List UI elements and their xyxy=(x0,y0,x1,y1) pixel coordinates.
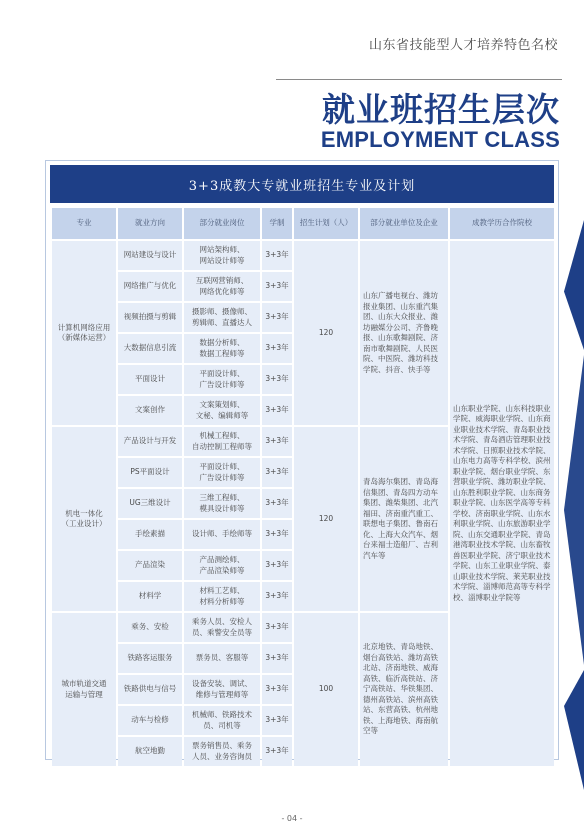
employers-cell xyxy=(360,427,448,611)
major-cell xyxy=(52,427,116,611)
years-cell xyxy=(262,582,292,611)
direction-cell-text: 文案创作 xyxy=(135,405,165,415)
years-cell-text: 3+3年 xyxy=(265,405,289,415)
positions-cell xyxy=(184,427,260,456)
direction-cell-text: 航空地勤 xyxy=(135,746,165,756)
years-cell-text: 3+3年 xyxy=(265,312,289,322)
major-cell-text: 城市轨道交通 运输与管理 xyxy=(61,679,107,699)
direction-cell xyxy=(118,737,182,766)
direction-cell xyxy=(118,706,182,735)
positions-cell xyxy=(184,396,260,425)
positions-cell xyxy=(184,551,260,580)
direction-cell xyxy=(118,613,182,642)
major-cell xyxy=(52,613,116,766)
positions-cell-text: 数据分析师、 数据工程师等 xyxy=(199,338,245,358)
positions-cell-text: 材料工艺师、 材料分析师等 xyxy=(199,586,245,606)
positions-cell xyxy=(184,675,260,704)
years-cell-text: 3+3年 xyxy=(265,498,289,508)
direction-cell-text: 平面设计 xyxy=(135,374,165,384)
school-name: 山东省技能型人才培养特色名校 xyxy=(368,38,558,53)
direction-cell xyxy=(118,303,182,332)
years-cell-text: 3+3年 xyxy=(265,684,289,694)
column-header: 学制 xyxy=(262,208,292,239)
years-cell xyxy=(262,706,292,735)
column-header: 成教学历合作院校 xyxy=(450,208,554,239)
years-cell xyxy=(262,613,292,642)
direction-cell-text: 产品设计与开发 xyxy=(123,436,177,446)
direction-cell-text: 手绘素描 xyxy=(135,529,165,539)
years-cell-text: 3+3年 xyxy=(265,343,289,353)
years-cell xyxy=(262,520,292,549)
side-decoration-shape xyxy=(564,355,584,665)
positions-cell xyxy=(184,241,260,270)
employers-cell-text: 北京地铁、青岛地铁、烟台高铁站、潍坊高铁北站、济南地铁、威海高铁、临沂高铁站、济宁高铁站、华铁集团、德州高铁站、滨州高铁站、东营高铁、杭州地铁、上海地铁、海南航空等 xyxy=(363,642,438,736)
header-divider xyxy=(276,79,562,80)
years-cell xyxy=(262,334,292,363)
direction-cell xyxy=(118,334,182,363)
quota-cell-text: 120 xyxy=(318,327,334,337)
positions-cell-text: 互联网营销师、 网络优化师等 xyxy=(195,276,249,296)
positions-cell-text: 平面设计师、 广告设计师等 xyxy=(199,462,245,482)
quota-cell xyxy=(294,241,358,425)
years-cell xyxy=(262,551,292,580)
direction-cell xyxy=(118,675,182,704)
employers-cell xyxy=(360,613,448,766)
positions-cell xyxy=(184,613,260,642)
positions-cell-text: 平面设计师、 广告设计师等 xyxy=(199,369,245,389)
major-cell xyxy=(52,241,116,425)
direction-cell xyxy=(118,241,182,270)
positions-cell-text: 票务销售员、乘务 人员、业务咨询员 xyxy=(192,741,252,761)
page-number: - 04 - xyxy=(281,814,303,823)
positions-cell xyxy=(184,334,260,363)
employers-cell-text: 青岛海尔集团、青岛海信集团、青岛四方动车集团、潍柴集团、北汽福田、济南重汽重工、联想电子集团、鲁南石化、上海大众汽车、烟台来福士造船厂、吉利汽车等 xyxy=(363,477,438,560)
direction-cell-text: 铁路供电与信号 xyxy=(123,684,177,694)
positions-cell-text: 摄影师、摄像师、 剪辑师、直播达人 xyxy=(192,307,252,327)
column-header: 专业 xyxy=(52,208,116,239)
employers-cell-text: 山东广播电视台、潍坊报业集团、山东重汽集团、山东大众报业、潍坊融媒分公司、齐鲁晚报、山东歌舞剧院、济南市歌舞剧院、人民医院、中医院、潍坊科技学院、抖音、快手等 xyxy=(363,291,438,374)
column-header: 招生计划（人） xyxy=(294,208,358,239)
side-decoration-shape xyxy=(564,670,584,790)
positions-cell-text: 设计师、手绘师等 xyxy=(192,529,252,539)
years-cell xyxy=(262,303,292,332)
years-cell xyxy=(262,272,292,301)
table-body xyxy=(52,241,554,766)
direction-cell-text: 网络推广与优化 xyxy=(123,281,177,291)
positions-cell xyxy=(184,489,260,518)
direction-cell-text: 产品渲染 xyxy=(135,560,165,570)
years-cell xyxy=(262,427,292,456)
years-cell xyxy=(262,365,292,394)
quota-cell-text: 100 xyxy=(318,684,334,694)
positions-cell xyxy=(184,737,260,766)
table-row xyxy=(52,241,554,270)
direction-cell xyxy=(118,458,182,487)
direction-cell xyxy=(118,644,182,673)
years-cell-text: 3+3年 xyxy=(265,622,289,632)
positions-cell xyxy=(184,644,260,673)
direction-cell xyxy=(118,582,182,611)
direction-cell-text: 视频拍摄与剪辑 xyxy=(123,312,177,322)
positions-cell-text: 产品测绘师、 产品渲染师等 xyxy=(199,555,245,575)
years-cell-text: 3+3年 xyxy=(265,746,289,756)
partner-colleges-cell-text: 山东职业学院、山东科技职业学院、威海职业学院、山东商业职业技术学院、青岛职业技术学院、青岛酒店管理职业技术学院、日照职业技术学院、山东电力高等专科学校、滨州职业学院、烟台职业学院、东营职业学院、潍坊职业学院、山东胜利职业学院、山东商务职业学院、山东医学高等专科学校、济南职业学院、山东水利职业学院、山东旅游职业学院、山东交通职业学院、青岛港湾职业技术学院、山东畜牧兽医职业学院、济宁职业技术学院、山东工业职业学院、泰山职业技术学院、莱芜职业技术学院、淄博师范高等专科学校、淄博职业学院等 xyxy=(453,403,551,602)
quota-cell xyxy=(294,427,358,611)
direction-cell-text: 乘务、安检 xyxy=(131,622,169,632)
years-cell xyxy=(262,675,292,704)
quota-cell xyxy=(294,613,358,766)
partner-colleges-cell xyxy=(450,241,554,766)
positions-cell xyxy=(184,706,260,735)
direction-cell-text: 网站建设与设计 xyxy=(123,250,177,260)
direction-cell-text: PS平面设计 xyxy=(130,467,170,477)
years-cell-text: 3+3年 xyxy=(265,560,289,570)
table-header-row xyxy=(52,208,554,239)
enrollment-table-panel xyxy=(45,160,559,760)
column-header: 部分就业单位及企业 xyxy=(360,208,448,239)
years-cell-text: 3+3年 xyxy=(265,715,289,725)
positions-cell xyxy=(184,303,260,332)
direction-cell xyxy=(118,365,182,394)
years-cell xyxy=(262,241,292,270)
years-cell xyxy=(262,458,292,487)
employers-cell xyxy=(360,241,448,425)
page-title: 就业班招生层次 xyxy=(322,90,560,129)
positions-cell xyxy=(184,520,260,549)
positions-cell-text: 票务员、客服等 xyxy=(195,653,249,663)
positions-cell xyxy=(184,272,260,301)
years-cell-text: 3+3年 xyxy=(265,250,289,260)
positions-cell xyxy=(184,582,260,611)
positions-cell-text: 网站架构师、 网站设计师等 xyxy=(199,245,245,265)
positions-cell-text: 机械师、铁路技术 员、司机等 xyxy=(192,710,252,730)
years-cell-text: 3+3年 xyxy=(265,374,289,384)
direction-cell-text: UG三维设计 xyxy=(129,498,171,508)
enrollment-table xyxy=(50,206,556,768)
years-cell-text: 3+3年 xyxy=(265,529,289,539)
years-cell-text: 3+3年 xyxy=(265,281,289,291)
years-cell-text: 3+3年 xyxy=(265,467,289,477)
table-title: 3+3成教大专就业班招生专业及计划 xyxy=(50,165,554,203)
years-cell xyxy=(262,737,292,766)
positions-cell-text: 文案策划师、 文秘、编辑师等 xyxy=(195,400,249,420)
years-cell-text: 3+3年 xyxy=(265,436,289,446)
direction-cell xyxy=(118,272,182,301)
direction-cell xyxy=(118,427,182,456)
major-cell-text: 计算机网络应用 （新媒体运营） xyxy=(57,322,111,342)
direction-cell-text: 大数据信息引流 xyxy=(123,343,177,353)
column-header: 部分就业岗位 xyxy=(184,208,260,239)
direction-cell-text: 铁路客运服务 xyxy=(127,653,173,663)
major-cell-text: 机电一体化 （工业设计） xyxy=(61,508,107,528)
quota-cell-text: 120 xyxy=(318,513,334,523)
years-cell-text: 3+3年 xyxy=(265,653,289,663)
page-subtitle: EMPLOYMENT CLASS xyxy=(320,127,560,152)
positions-cell-text: 三维工程师、 模具设计师等 xyxy=(199,493,245,513)
positions-cell xyxy=(184,365,260,394)
years-cell-text: 3+3年 xyxy=(265,591,289,601)
side-decoration-shape xyxy=(564,220,584,350)
direction-cell xyxy=(118,551,182,580)
positions-cell xyxy=(184,458,260,487)
direction-cell xyxy=(118,396,182,425)
direction-cell xyxy=(118,489,182,518)
direction-cell-text: 材料学 xyxy=(138,591,162,601)
positions-cell-text: 机械工程师、 自动控制工程师等 xyxy=(192,431,252,451)
column-header: 就业方向 xyxy=(118,208,182,239)
direction-cell xyxy=(118,520,182,549)
direction-cell-text: 动车与检修 xyxy=(131,715,169,725)
positions-cell-text: 设备安装、调试、 维修与管理师等 xyxy=(192,679,252,699)
years-cell xyxy=(262,396,292,425)
years-cell xyxy=(262,489,292,518)
years-cell xyxy=(262,644,292,673)
positions-cell-text: 乘务人员、安检人 员、乘警安全员等 xyxy=(192,617,252,637)
